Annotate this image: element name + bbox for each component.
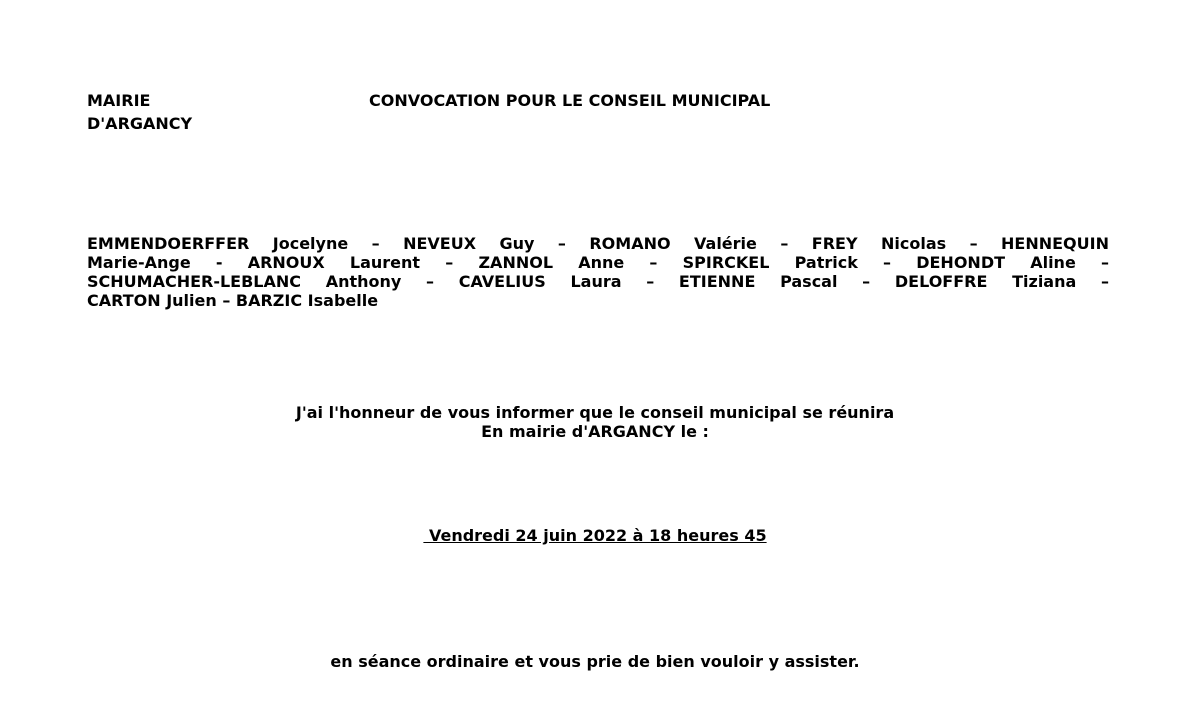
members-line-3: SCHUMACHER-LEBLANC Anthony – CAVELIUS Laura – ETIENNE Pascal – DELOFFRE Tiziana – — [87, 272, 1109, 291]
issuer-line-1: MAIRIE — [87, 91, 151, 110]
document-title: CONVOCATION POUR LE CONSEIL MUNICIPAL — [369, 91, 771, 110]
meeting-date-block — [0, 526, 1190, 546]
members-line-1: EMMENDOERFFER Jocelyne – NEVEUX Guy – ROMANO Valérie – FREY Nicolas – HENNEQUIN — [87, 234, 1109, 253]
issuer-line-2: D'ARGANCY — [87, 114, 193, 133]
closing-sentence: en séance ordinaire et vous prie de bien vouloir y assister. — [330, 652, 860, 671]
members-list — [87, 234, 1109, 310]
issuer-block — [87, 89, 192, 135]
members-line-4: CARTON Julien – BARZIC Isabelle — [87, 291, 379, 310]
members-line-2: Marie-Ange - ARNOUX Laurent – ZANNOL Anne – SPIRCKEL Patrick – DEHONDT Aline – — [87, 253, 1109, 272]
announcement-line-1: J'ai l'honneur de vous informer que le conseil municipal se réunira — [295, 403, 895, 422]
announcement-line-2: En mairie d'ARGANCY le : — [481, 422, 709, 441]
announcement — [0, 403, 1190, 441]
meeting-date: Vendredi 24 juin 2022 à 18 heures 45 — [423, 526, 767, 545]
